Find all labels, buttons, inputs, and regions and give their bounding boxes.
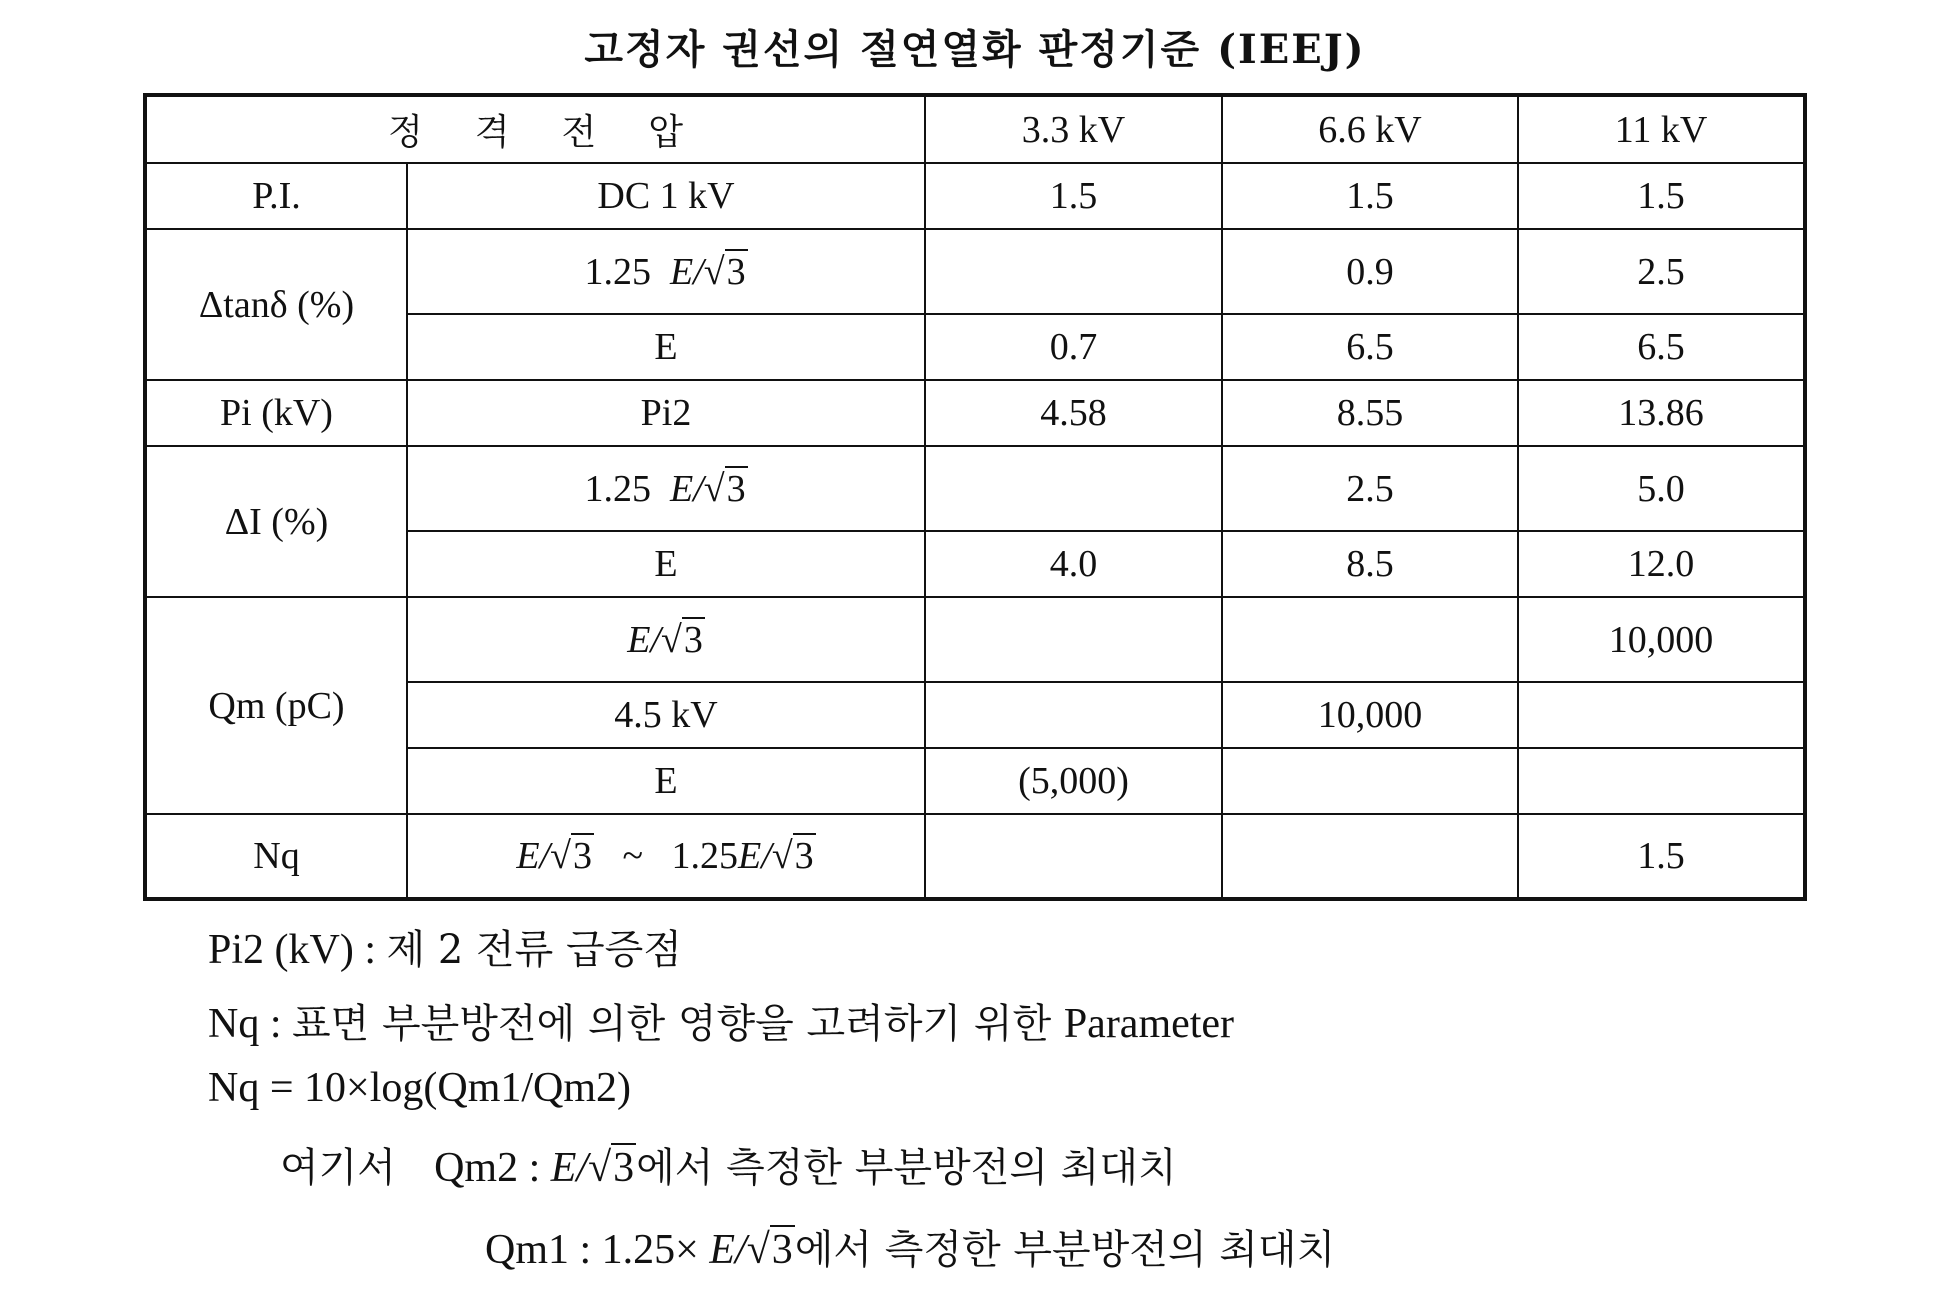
note-nq-formula: Nq = 10×log(Qm1/Qm2) (208, 1065, 632, 1111)
pi-kv-value-6-6kv: 8.55 (1222, 380, 1518, 446)
qm-row-1 (145, 597, 1805, 682)
coef: 1.25 (584, 250, 651, 293)
pi-kv-row (145, 380, 1805, 446)
tan-row-1 (145, 229, 1805, 314)
nq-value-11kv: 1.5 (1518, 814, 1805, 899)
note-qm2-label: Qm2 : (434, 1145, 551, 1191)
pi-value-3-3kv: 1.5 (925, 163, 1222, 229)
tan-condition-1 (407, 229, 925, 314)
slash: / (735, 1227, 747, 1273)
e-symbol: E (709, 1227, 736, 1273)
qm-1-value-6-6kv (1222, 597, 1518, 682)
slash: / (761, 835, 772, 877)
pi-row (145, 163, 1805, 229)
radicand: 3 (726, 467, 746, 510)
qm-2-value-11kv (1518, 682, 1805, 748)
sqrt-icon: √ (703, 250, 725, 293)
pi-kv-value-3-3kv: 4.58 (925, 380, 1222, 446)
e-symbol: E (669, 467, 694, 510)
pi-value-11kv: 1.5 (1518, 163, 1805, 229)
slash: / (576, 1145, 589, 1191)
qm-2-value-3-3kv (925, 682, 1222, 748)
coef: 1.25 (584, 467, 651, 510)
tilde: ~ (622, 835, 644, 877)
note-qm1 (485, 1218, 1335, 1275)
pi-kv-label: Pi (kV) (145, 380, 407, 446)
nq-condition (407, 814, 925, 899)
sqrt-icon: √ (588, 1145, 612, 1191)
di-1-value-3-3kv (925, 446, 1222, 531)
qm-3-value-3-3kv: (5,000) (925, 748, 1222, 814)
note-qm1-text: 에서 측정한 부분방전의 최대치 (794, 1227, 1336, 1273)
note-nq-text: 표면 부분방전에 의한 영향을 고려하기 위한 (292, 1001, 1064, 1047)
qm-1-value-3-3kv (925, 597, 1222, 682)
tan-2-value-3-3kv: 0.7 (925, 314, 1222, 380)
di-condition-2: E (407, 531, 925, 597)
radicand: 3 (683, 618, 703, 661)
qm-condition-3: E (407, 748, 925, 814)
qm-condition-2: 4.5 kV (407, 682, 925, 748)
note-nq-parameter: Parameter (1063, 1001, 1235, 1047)
qm-3-value-11kv (1518, 748, 1805, 814)
di-row-1 (145, 446, 1805, 531)
rated-voltage-header: 정격전압 (145, 95, 925, 163)
radicand: 3 (613, 1145, 635, 1191)
note-qm2-text: 에서 측정한 부분방전의 최대치 (636, 1145, 1177, 1191)
note-nq-label: Nq : (208, 1001, 292, 1047)
radicand: 3 (572, 835, 592, 877)
tan-delta-label: Δtanδ (%) (145, 229, 407, 380)
delta-i-label: ΔI (%) (145, 446, 407, 597)
pi-value-6-6kv: 1.5 (1222, 163, 1518, 229)
tan-2-value-11kv: 6.5 (1518, 314, 1805, 380)
col-header-3-3kv: 3.3 kV (925, 95, 1222, 163)
qm-2-value-6-6kv: 10,000 (1222, 682, 1518, 748)
note-nq (208, 992, 1234, 1049)
note-pi2 (208, 918, 682, 975)
qm-condition-1 (407, 597, 925, 682)
e-symbol: E (627, 618, 651, 661)
di-condition-1 (407, 446, 925, 531)
nq-label: Nq (145, 814, 407, 899)
slash: / (539, 835, 551, 877)
qm-3-value-6-6kv (1222, 748, 1518, 814)
note-qm2 (280, 1136, 1177, 1193)
tan-2-value-6-6kv: 6.5 (1222, 314, 1518, 380)
nq-value-3-3kv (925, 814, 1222, 899)
radicand: 3 (794, 835, 814, 877)
tan-1-value-11kv: 2.5 (1518, 229, 1805, 314)
tan-1-value-6-6kv: 0.9 (1222, 229, 1518, 314)
e-symbol: E (516, 835, 540, 877)
e-symbol: E (669, 250, 694, 293)
di-1-value-6-6kv: 2.5 (1222, 446, 1518, 531)
header-row (145, 95, 1805, 163)
col-header-6-6kv: 6.6 kV (1222, 95, 1518, 163)
nq-value-6-6kv (1222, 814, 1518, 899)
coef: 1.25 (671, 835, 739, 877)
note-where: 여기서 (280, 1145, 396, 1191)
criteria-table (143, 93, 1807, 901)
slash: / (693, 250, 704, 293)
di-2-value-6-6kv: 8.5 (1222, 531, 1518, 597)
sqrt-icon: √ (660, 618, 682, 661)
di-2-value-3-3kv: 4.0 (925, 531, 1222, 597)
radicand: 3 (771, 1227, 793, 1273)
pi-kv-value-11kv: 13.86 (1518, 380, 1805, 446)
document-title: 고정자 권선의 절연열화 판정기준 (IEEJ) (584, 26, 1366, 73)
note-qm1-label: Qm1 : 1.25× (485, 1227, 710, 1273)
note-pi2-text: 제 2 전류 급증점 (386, 927, 682, 973)
sqrt-icon: √ (703, 467, 725, 510)
qm-label: Qm (pC) (145, 597, 407, 814)
radicand: 3 (726, 250, 746, 293)
pi-condition: DC 1 kV (407, 163, 925, 229)
tan-condition-2: E (407, 314, 925, 380)
pi-label: P.I. (145, 163, 407, 229)
tan-1-value-3-3kv (925, 229, 1222, 314)
di-1-value-11kv: 5.0 (1518, 446, 1805, 531)
slash: / (693, 467, 704, 510)
sqrt-icon: √ (550, 835, 571, 877)
pi-kv-condition: Pi2 (407, 380, 925, 446)
note-pi2-label: Pi2 (kV) : (208, 927, 387, 973)
sqrt-icon: √ (771, 835, 793, 877)
col-header-11kv: 11 kV (1518, 95, 1805, 163)
e-symbol: E (738, 835, 762, 877)
sqrt-icon: √ (746, 1227, 770, 1273)
slash: / (650, 618, 661, 661)
di-2-value-11kv: 12.0 (1518, 531, 1805, 597)
qm-1-value-11kv: 10,000 (1518, 597, 1805, 682)
e-symbol: E (550, 1145, 577, 1191)
nq-row (145, 814, 1805, 899)
